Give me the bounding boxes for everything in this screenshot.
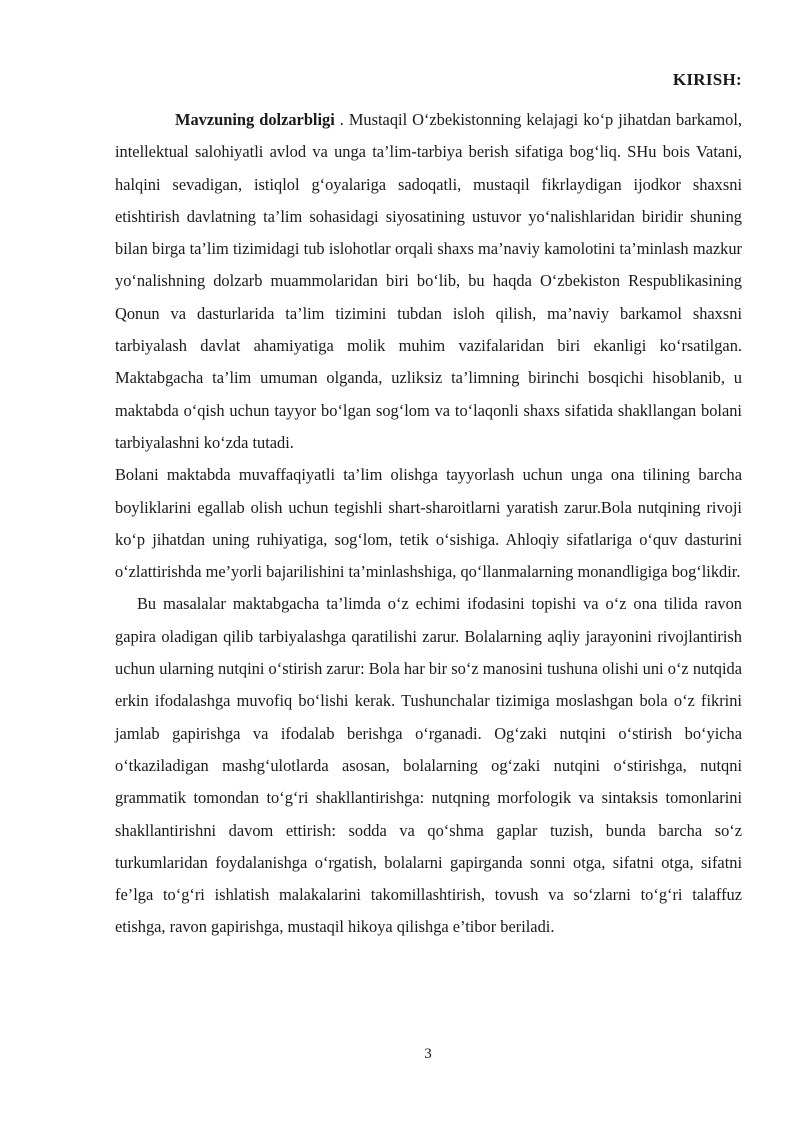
body-text <box>115 104 742 944</box>
paragraph-relevance <box>115 104 742 459</box>
section-heading: KIRISH: <box>672 70 742 89</box>
paragraph-lead: Mavzuning dolzarbligi <box>175 110 335 129</box>
paragraph-preparation: Bolani maktabda muvaffaqiyatli ta’lim olishga tayyorlash uchun unga ona tilining barcha boyliklarini egallab olish uchun tegishli shart-sharoitlarni yaratish zarur.Bola nutqining rivoji ko‘p jihatdan uning ruhiyatiga, sog‘lom, tetik o‘sishiga. Ahloqiy sifatlariga o‘quv dasturini o‘zlattirishda me’yorli bajarilishini ta’minlashshiga, qo‘llanmalarning monandligiga bog‘likdir. <box>115 465 742 582</box>
paragraph-text: . Mustaqil O‘zbekistonning kelajagi ko‘p jihatdan barkamol, intellektual salohiyatli avlod va unga ta’lim-tarbiya berish sifatiga bog‘liq. SHu bois Vatani, halqini sevadigan, istiqlol g‘oyalariga sadoqatli, mustaqil fikrlaydigan ijodkor shaxsni etishtirish davlatning ta’lim sohasidagi siyosatining ustuvor yo‘nalishlaridan biridir shuning bilan birga ta’lim tizimidagi tub islohotlar orqali shaxs ma’naviy kamolotini ta’minlash mazkur yo‘nalishning dolzarb muammolaridan biri bo‘lib, bu haqda O‘zbekiston Respublikasining Qonun va dasturlarida ta’lim tizimini tubdan isloh qilish, ma’naviy barkamol shaxsni tarbiyalash davlat ahamiyatiga molik muhim vazifalaridan biri ekanligi ko‘rsatilgan. Maktabgacha ta’lim umuman olganda, uzliksiz ta’limning birinchi bosqichi hisoblanib, u maktabda o‘qish uchun tayyor bo‘lgan sog‘lom va to‘laqonli shaxs sifatida shakllangan bolani tarbiyalashni ko‘zda tutadi. <box>115 110 742 452</box>
page-number: 3 <box>424 1046 432 1062</box>
paragraph-speech-development: Bu masalalar maktabgacha ta’limda o‘z echimi ifodasini topishi va o‘z ona tilida ravon gapira oladigan qilib tarbiyalashga qaratilishi zarur. Bolalarning aqliy jarayonini rivojlantirish uchun ularning nutqini o‘stirish zarur: Bola har bir so‘z manosini tushuna olishi uni o‘z nutqida erkin ifodalashga muvofiq bo‘lishi kerak. Tushunchalar tizimiga moslashgan bola o‘z fikrini jamlab gapirishga va ifodalab berishga o‘rganadi. Og‘zaki nutqini o‘stirish bo‘yicha o‘tkaziladigan mashg‘ulotlarda asosan, bolalarning og‘zaki nutqini o‘stirishga, nutqni grammatik tomondan to‘g‘ri shakllantirishga: nutqning morfologik va sintaksis tomonlarini shakllantirishni davom ettirish: sodda va qo‘shma gaplar tuzish, bunda barcha so‘z turkumlaridan foydalanishga o‘rgatish, bolalarni gapirganda sonni otga, sifatni otga, sifatni fe’lga to‘g‘ri ishlatish malakalarini takomillashtirish, tovush va so‘zlarni to‘g‘ri talaffuz etishga, ravon gapirishga, mustaqil hikoya qilishga e’tibor beriladi. <box>115 594 742 937</box>
